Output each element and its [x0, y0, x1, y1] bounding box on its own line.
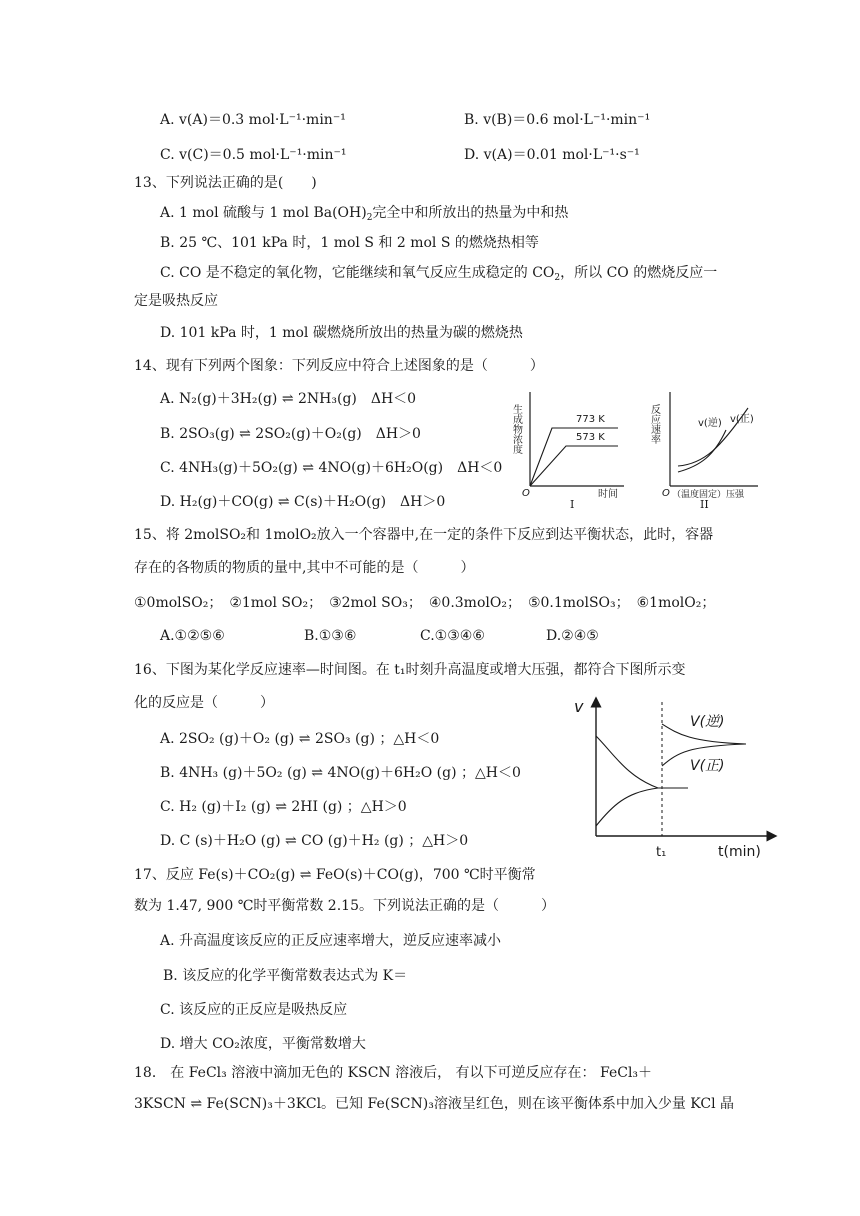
q16-graph-curve-fwd-before: [596, 736, 658, 788]
q14-graph-one-xlabel: 时间: [598, 489, 618, 498]
q13-option-c-subscript: 2: [554, 273, 561, 283]
q14-graph-two-origin: O: [662, 488, 670, 498]
q13-option-c: [160, 263, 717, 288]
q16-graph-xlabel: t(min): [718, 844, 761, 860]
q14-graph-two-label-rev: v(逆): [698, 418, 722, 429]
q15-option-c: C.①③④⑥: [420, 628, 485, 644]
q15-option-b: B.①③⑥: [304, 628, 357, 644]
q17-stem-line-1: 17、反应 Fe(s)＋CO₂(g) ⇌ FeO(s)＋CO(g)，700 ℃时平衡常: [134, 867, 536, 883]
q14-option-d: D. H₂(g)＋CO(g) ⇌ C(s)＋H₂O(g) ΔH＞0: [160, 494, 446, 510]
q14-graph-two: [648, 386, 764, 498]
q13-option-a-text-end: 完全中和所放出的热量为中和热: [372, 205, 569, 221]
q15-stem-line-1: 15、将 2molSO₂和 1molO₂放入一个容器中,在一定的条件下反应到达平衡状态，此时，容器: [134, 527, 714, 543]
q14-graph-one-label-low: 573 K: [576, 432, 605, 443]
q18-line-1: 18． 在 FeCl₃ 溶液中滴加无色的 KSCN 溶液后， 有以下可逆反应存在： FeCl₃＋: [134, 1065, 653, 1081]
q13-option-a: [160, 203, 568, 228]
q15-stem-line-2: 存在的各物质的物质的量中,其中不可能的是（ ）: [134, 560, 475, 576]
q15-option-d: D.②④⑤: [546, 628, 599, 644]
q16-graph-label-rev: V(逆): [690, 714, 725, 730]
q14-graph-one-caption: I: [570, 498, 575, 511]
q14-graph-two-label-fwd: v(正): [730, 414, 754, 425]
q16-option-b: B. 4NH₃ (g)＋5O₂ (g) ⇌ 4NO(g)＋6H₂O (g) ；△H＜0: [160, 765, 521, 781]
q14-graph-one-ylabel: 生成物浓度: [510, 404, 522, 454]
q14-graph-two-caption: II: [700, 498, 709, 511]
q14-graph-one-label-high: 773 K: [576, 414, 605, 425]
q17-option-b: B. 该反应的化学平衡常数表达式为 K＝: [163, 968, 408, 984]
q17-option-c: C. 该反应的正反应是吸热反应: [160, 1002, 348, 1018]
q17-stem-line-2: 数为 1.47, 900 ℃时平衡常数 2.15。下列说法正确的是（ ）: [134, 898, 555, 914]
q14-graph-two-curve-rev: [678, 430, 726, 472]
q14-graph-two-xlabel: （温度固定）压强: [672, 490, 745, 498]
q18-line-2: 3KSCN ⇌ Fe(SCN)₃＋3KCl。已知 Fe(SCN)₃溶液呈红色，则在该平衡体系中加入少量 KCl 晶: [134, 1096, 734, 1112]
q13-option-b: B. 25 ℃、101 kPa 时，1 mol S 和 2 mol S 的燃烧热相等: [160, 235, 539, 251]
q12-option-a: A. v(A)＝0.3 mol·L⁻¹·min⁻¹: [160, 112, 346, 128]
q13-option-c-text: C. CO 是不稳定的氧化物，它能继续和氧气反应生成稳定的 CO: [160, 265, 555, 281]
q14-graph-two-ylabel: 反应速率: [648, 404, 660, 444]
q13-option-c-continued: 定是吸热反应: [134, 293, 218, 309]
q16-graph-curve-rev-before: [596, 788, 658, 826]
q13-option-c-text-end: ，所以 CO 的燃烧反应一: [560, 265, 718, 281]
q16-graph-ylabel: v: [574, 697, 584, 716]
q16-graph-t1: t₁: [656, 845, 667, 860]
q16-graph-label-fwd: V(正): [690, 758, 725, 774]
q14-option-b: B. 2SO₃(g) ⇌ 2SO₂(g)＋O₂(g) ΔH＞0: [160, 426, 421, 442]
q14-stem: 14、现有下列两个图象：下列反应中符合上述图象的是（ ）: [134, 358, 544, 374]
q17-option-a: A. 升高温度该反应的正反应速率增大，逆反应速率减小: [160, 933, 502, 949]
q15-option-a: A.①②⑤⑥: [160, 628, 225, 644]
q12-option-c: C. v(C)＝0.5 mol·L⁻¹·min⁻¹: [160, 147, 347, 163]
q13-option-a-subscript: 2: [366, 213, 373, 223]
q14-graph-one-origin: O: [522, 488, 530, 498]
q14-option-a: A. N₂(g)＋3H₂(g) ⇌ 2NH₃(g) ΔH＜0: [160, 391, 417, 407]
q14-option-c: C. 4NH₃(g)＋5O₂(g) ⇌ 4NO(g)＋6H₂O(g) ΔH＜0: [160, 460, 503, 476]
q16-stem-line-2: 化的反应是（ ）: [134, 695, 274, 711]
q16-option-c: C. H₂ (g)＋I₂ (g) ⇌ 2HI (g) ；△H＞0: [160, 799, 407, 815]
q15-items: ①0molSO₂； ②1mol SO₂； ③2mol SO₃； ④0.3molO₂； ⑤0.1molSO₃； ⑥1molO₂；: [134, 595, 716, 611]
q12-option-d: D. v(A)＝0.01 mol·L⁻¹·s⁻¹: [464, 147, 640, 163]
q13-option-d: D. 101 kPa 时，1 mol 碳燃烧所放出的热量为碳的燃烧热: [160, 325, 523, 341]
q17-option-d: D. 增大 CO₂浓度，平衡常数增大: [160, 1036, 366, 1052]
q13-option-a-text: A. 1 mol 硫酸与 1 mol Ba(OH): [160, 205, 367, 221]
q16-stem-line-1: 16、下图为某化学反应速率—时间图。在 t₁时刻升高温度或增大压强，都符合下图所示变: [134, 662, 686, 678]
q12-option-b: B. v(B)＝0.6 mol·L⁻¹·min⁻¹: [464, 112, 651, 128]
q16-option-a: A. 2SO₂ (g)＋O₂ (g) ⇌ 2SO₃ (g) ；△H＜0: [160, 731, 440, 747]
q13-stem: 13、下列说法正确的是( ): [134, 175, 317, 191]
q16-option-d: D. C (s)＋H₂O (g) ⇌ CO (g)＋H₂ (g) ；△H＞0: [160, 833, 469, 849]
q14-graph-one: [508, 386, 636, 498]
q16-graph: [566, 696, 778, 866]
